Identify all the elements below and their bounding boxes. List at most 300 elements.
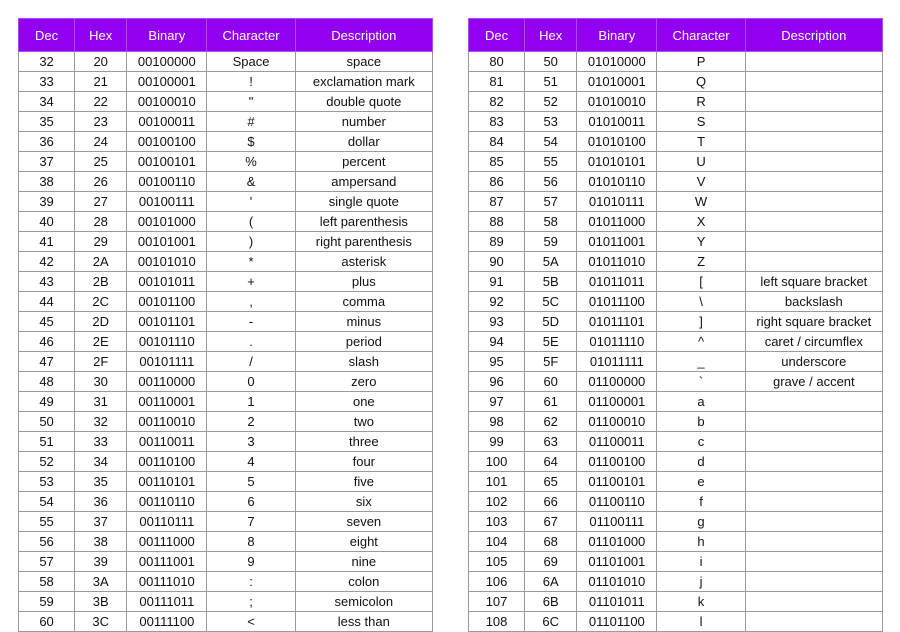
cell-character: U — [657, 152, 745, 172]
cell-dec: 59 — [19, 592, 75, 612]
cell-description — [745, 392, 882, 412]
cell-binary: 00111011 — [127, 592, 207, 612]
cell-description — [745, 212, 882, 232]
cell-hex: 2F — [75, 352, 127, 372]
cell-dec: 89 — [469, 232, 525, 252]
cell-hex: 57 — [525, 192, 577, 212]
cell-binary: 00111000 — [127, 532, 207, 552]
cell-character: \ — [657, 292, 745, 312]
cell-hex: 31 — [75, 392, 127, 412]
cell-character: 9 — [207, 552, 295, 572]
cell-character: W — [657, 192, 745, 212]
cell-description: single quote — [295, 192, 432, 212]
cell-dec: 41 — [19, 232, 75, 252]
cell-description: nine — [295, 552, 432, 572]
cell-hex: 25 — [75, 152, 127, 172]
cell-character: ; — [207, 592, 295, 612]
cell-binary: 01101010 — [577, 572, 657, 592]
table-row — [19, 172, 433, 192]
table-row — [19, 192, 433, 212]
cell-character: Q — [657, 72, 745, 92]
cell-dec: 37 — [19, 152, 75, 172]
cell-hex: 5C — [525, 292, 577, 312]
cell-description: period — [295, 332, 432, 352]
cell-dec: 45 — [19, 312, 75, 332]
cell-hex: 63 — [525, 432, 577, 452]
cell-binary: 01011011 — [577, 272, 657, 292]
cell-character: h — [657, 532, 745, 552]
cell-character: ] — [657, 312, 745, 332]
cell-binary: 01010011 — [577, 112, 657, 132]
table-row — [469, 352, 883, 372]
cell-binary: 01010111 — [577, 192, 657, 212]
cell-hex: 60 — [525, 372, 577, 392]
table-row — [19, 132, 433, 152]
table-row — [469, 112, 883, 132]
cell-character: ( — [207, 212, 295, 232]
cell-description — [745, 612, 882, 632]
header-description: Description — [745, 19, 882, 52]
cell-dec: 98 — [469, 412, 525, 432]
cell-description: asterisk — [295, 252, 432, 272]
header-character: Character — [657, 19, 745, 52]
cell-hex: 3B — [75, 592, 127, 612]
cell-binary: 00110001 — [127, 392, 207, 412]
cell-description: eight — [295, 532, 432, 552]
cell-description: exclamation mark — [295, 72, 432, 92]
cell-description — [745, 452, 882, 472]
cell-description: six — [295, 492, 432, 512]
cell-hex: 30 — [75, 372, 127, 392]
table-row — [469, 472, 883, 492]
cell-dec: 80 — [469, 52, 525, 72]
cell-binary: 01100011 — [577, 432, 657, 452]
table-row — [19, 252, 433, 272]
cell-description: caret / circumflex — [745, 332, 882, 352]
cell-description — [745, 112, 882, 132]
cell-binary: 00110000 — [127, 372, 207, 392]
header-row — [19, 19, 433, 52]
table-row — [19, 492, 433, 512]
cell-description — [745, 572, 882, 592]
cell-description: minus — [295, 312, 432, 332]
cell-description: four — [295, 452, 432, 472]
cell-dec: 95 — [469, 352, 525, 372]
cell-character: l — [657, 612, 745, 632]
cell-description — [745, 432, 882, 452]
cell-character: 3 — [207, 432, 295, 452]
cell-character: & — [207, 172, 295, 192]
cell-character: Y — [657, 232, 745, 252]
cell-hex: 55 — [525, 152, 577, 172]
cell-hex: 53 — [525, 112, 577, 132]
cell-description — [745, 532, 882, 552]
cell-dec: 104 — [469, 532, 525, 552]
cell-description — [745, 192, 882, 212]
cell-hex: 51 — [525, 72, 577, 92]
cell-dec: 90 — [469, 252, 525, 272]
cell-dec: 47 — [19, 352, 75, 372]
cell-binary: 00100011 — [127, 112, 207, 132]
cell-dec: 86 — [469, 172, 525, 192]
cell-description: number — [295, 112, 432, 132]
cell-dec: 91 — [469, 272, 525, 292]
cell-character: Space — [207, 52, 295, 72]
cell-dec: 44 — [19, 292, 75, 312]
table-row — [469, 392, 883, 412]
header-binary: Binary — [127, 19, 207, 52]
cell-character: 5 — [207, 472, 295, 492]
cell-dec: 85 — [469, 152, 525, 172]
cell-binary: 01100110 — [577, 492, 657, 512]
table-row — [469, 212, 883, 232]
cell-dec: 50 — [19, 412, 75, 432]
cell-character: ' — [207, 192, 295, 212]
cell-character: Z — [657, 252, 745, 272]
cell-binary: 00101011 — [127, 272, 207, 292]
cell-hex: 6A — [525, 572, 577, 592]
cell-hex: 2A — [75, 252, 127, 272]
cell-binary: 00110011 — [127, 432, 207, 452]
table-row — [19, 552, 433, 572]
cell-hex: 2B — [75, 272, 127, 292]
table-row — [469, 532, 883, 552]
table-row — [469, 592, 883, 612]
table-row — [19, 312, 433, 332]
cell-description — [745, 472, 882, 492]
cell-binary: 01010000 — [577, 52, 657, 72]
cell-character: T — [657, 132, 745, 152]
header-description: Description — [295, 19, 432, 52]
cell-hex: 23 — [75, 112, 127, 132]
cell-dec: 82 — [469, 92, 525, 112]
cell-dec: 83 — [469, 112, 525, 132]
cell-binary: 00111100 — [127, 612, 207, 632]
table-row — [19, 512, 433, 532]
cell-hex: 3C — [75, 612, 127, 632]
cell-binary: 01101100 — [577, 612, 657, 632]
table-row — [19, 452, 433, 472]
cell-hex: 5F — [525, 352, 577, 372]
cell-binary: 01100001 — [577, 392, 657, 412]
cell-binary: 01010100 — [577, 132, 657, 152]
ascii-table-left — [18, 18, 433, 632]
cell-binary: 01010010 — [577, 92, 657, 112]
cell-character: P — [657, 52, 745, 72]
cell-dec: 84 — [469, 132, 525, 152]
cell-dec: 108 — [469, 612, 525, 632]
cell-character: a — [657, 392, 745, 412]
cell-hex: 6C — [525, 612, 577, 632]
table-row — [19, 612, 433, 632]
cell-binary: 01100000 — [577, 372, 657, 392]
cell-hex: 5D — [525, 312, 577, 332]
cell-hex: 56 — [525, 172, 577, 192]
cell-dec: 93 — [469, 312, 525, 332]
cell-binary: 01010001 — [577, 72, 657, 92]
cell-character: " — [207, 92, 295, 112]
cell-character: / — [207, 352, 295, 372]
cell-binary: 00101001 — [127, 232, 207, 252]
cell-hex: 68 — [525, 532, 577, 552]
cell-dec: 102 — [469, 492, 525, 512]
table-row — [469, 572, 883, 592]
table-row — [19, 292, 433, 312]
cell-description: space — [295, 52, 432, 72]
cell-description: backslash — [745, 292, 882, 312]
cell-dec: 103 — [469, 512, 525, 532]
cell-description — [745, 52, 882, 72]
cell-binary: 01101011 — [577, 592, 657, 612]
cell-dec: 34 — [19, 92, 75, 112]
cell-hex: 54 — [525, 132, 577, 152]
cell-hex: 21 — [75, 72, 127, 92]
cell-character: ) — [207, 232, 295, 252]
cell-binary: 00110111 — [127, 512, 207, 532]
cell-hex: 3A — [75, 572, 127, 592]
table-row — [469, 172, 883, 192]
table-row — [19, 352, 433, 372]
cell-character: b — [657, 412, 745, 432]
cell-hex: 65 — [525, 472, 577, 492]
table-row — [19, 72, 433, 92]
cell-character: 2 — [207, 412, 295, 432]
cell-hex: 5A — [525, 252, 577, 272]
cell-hex: 22 — [75, 92, 127, 112]
cell-binary: 00101010 — [127, 252, 207, 272]
cell-binary: 00111001 — [127, 552, 207, 572]
cell-character: V — [657, 172, 745, 192]
cell-binary: 00110100 — [127, 452, 207, 472]
table-row — [19, 392, 433, 412]
cell-character: , — [207, 292, 295, 312]
table-row — [19, 52, 433, 72]
cell-character: + — [207, 272, 295, 292]
cell-hex: 6B — [525, 592, 577, 612]
cell-binary: 00110110 — [127, 492, 207, 512]
cell-binary: 00101110 — [127, 332, 207, 352]
cell-binary: 01100010 — [577, 412, 657, 432]
cell-description — [745, 412, 882, 432]
cell-description: right parenthesis — [295, 232, 432, 252]
cell-binary: 00101111 — [127, 352, 207, 372]
cell-description: seven — [295, 512, 432, 532]
table-row — [19, 112, 433, 132]
cell-binary: 01011111 — [577, 352, 657, 372]
table-row — [19, 432, 433, 452]
cell-description: slash — [295, 352, 432, 372]
cell-dec: 38 — [19, 172, 75, 192]
table-row — [19, 272, 433, 292]
cell-character: * — [207, 252, 295, 272]
cell-character: _ — [657, 352, 745, 372]
cell-hex: 2E — [75, 332, 127, 352]
cell-binary: 01011001 — [577, 232, 657, 252]
cell-dec: 106 — [469, 572, 525, 592]
cell-character: k — [657, 592, 745, 612]
cell-binary: 01011100 — [577, 292, 657, 312]
cell-binary: 00100100 — [127, 132, 207, 152]
cell-dec: 55 — [19, 512, 75, 532]
cell-description: ampersand — [295, 172, 432, 192]
table-row — [469, 132, 883, 152]
cell-hex: 24 — [75, 132, 127, 152]
cell-description: percent — [295, 152, 432, 172]
header-hex: Hex — [75, 19, 127, 52]
table-row — [469, 552, 883, 572]
header-character: Character — [207, 19, 295, 52]
cell-binary: 01100100 — [577, 452, 657, 472]
cell-character: [ — [657, 272, 745, 292]
cell-hex: 59 — [525, 232, 577, 252]
cell-binary: 00110010 — [127, 412, 207, 432]
cell-hex: 38 — [75, 532, 127, 552]
cell-binary: 00100001 — [127, 72, 207, 92]
cell-dec: 107 — [469, 592, 525, 612]
cell-binary: 01010101 — [577, 152, 657, 172]
cell-hex: 67 — [525, 512, 577, 532]
cell-hex: 66 — [525, 492, 577, 512]
cell-description — [745, 512, 882, 532]
table-row — [469, 72, 883, 92]
cell-hex: 2D — [75, 312, 127, 332]
cell-binary: 00101000 — [127, 212, 207, 232]
cell-dec: 99 — [469, 432, 525, 452]
cell-binary: 00100101 — [127, 152, 207, 172]
table-row — [469, 492, 883, 512]
table-row — [469, 332, 883, 352]
cell-hex: 2C — [75, 292, 127, 312]
cell-binary: 01101000 — [577, 532, 657, 552]
cell-description — [745, 592, 882, 612]
cell-dec: 87 — [469, 192, 525, 212]
table-row — [19, 332, 433, 352]
cell-character: : — [207, 572, 295, 592]
cell-character: ^ — [657, 332, 745, 352]
table-row — [19, 412, 433, 432]
cell-hex: 39 — [75, 552, 127, 572]
table-row — [469, 432, 883, 452]
cell-description: zero — [295, 372, 432, 392]
cell-character: 4 — [207, 452, 295, 472]
cell-dec: 51 — [19, 432, 75, 452]
table-row — [19, 472, 433, 492]
cell-dec: 46 — [19, 332, 75, 352]
cell-dec: 39 — [19, 192, 75, 212]
cell-character: < — [207, 612, 295, 632]
table-row — [19, 572, 433, 592]
table-row — [469, 272, 883, 292]
table-row — [469, 192, 883, 212]
cell-description — [745, 132, 882, 152]
table-row — [19, 152, 433, 172]
cell-description: comma — [295, 292, 432, 312]
cell-binary: 00100111 — [127, 192, 207, 212]
cell-dec: 53 — [19, 472, 75, 492]
cell-character: 6 — [207, 492, 295, 512]
cell-character: j — [657, 572, 745, 592]
cell-character: 1 — [207, 392, 295, 412]
cell-character: 8 — [207, 532, 295, 552]
cell-binary: 00111010 — [127, 572, 207, 592]
cell-character: ` — [657, 372, 745, 392]
header-row — [469, 19, 883, 52]
table-row — [469, 252, 883, 272]
cell-binary: 01101001 — [577, 552, 657, 572]
cell-character: e — [657, 472, 745, 492]
cell-description: underscore — [745, 352, 882, 372]
table-row — [469, 372, 883, 392]
cell-description: grave / accent — [745, 372, 882, 392]
cell-dec: 43 — [19, 272, 75, 292]
cell-dec: 96 — [469, 372, 525, 392]
cell-dec: 35 — [19, 112, 75, 132]
cell-hex: 27 — [75, 192, 127, 212]
table-row — [19, 212, 433, 232]
cell-character: 7 — [207, 512, 295, 532]
cell-binary: 01011110 — [577, 332, 657, 352]
cell-binary: 01011101 — [577, 312, 657, 332]
cell-dec: 92 — [469, 292, 525, 312]
cell-description: colon — [295, 572, 432, 592]
cell-binary: 00100000 — [127, 52, 207, 72]
cell-character: 0 — [207, 372, 295, 392]
table-row — [469, 92, 883, 112]
cell-character: d — [657, 452, 745, 472]
cell-hex: 64 — [525, 452, 577, 472]
cell-character: R — [657, 92, 745, 112]
cell-description: left square bracket — [745, 272, 882, 292]
cell-hex: 50 — [525, 52, 577, 72]
cell-description: three — [295, 432, 432, 452]
cell-dec: 56 — [19, 532, 75, 552]
cell-character: . — [207, 332, 295, 352]
cell-hex: 28 — [75, 212, 127, 232]
table-row — [469, 52, 883, 72]
table-row — [19, 532, 433, 552]
cell-hex: 5E — [525, 332, 577, 352]
cell-character: i — [657, 552, 745, 572]
cell-dec: 100 — [469, 452, 525, 472]
cell-hex: 58 — [525, 212, 577, 232]
table-row — [19, 232, 433, 252]
cell-description: one — [295, 392, 432, 412]
table-row — [469, 232, 883, 252]
cell-hex: 36 — [75, 492, 127, 512]
cell-character: c — [657, 432, 745, 452]
table-row — [19, 592, 433, 612]
cell-character: # — [207, 112, 295, 132]
cell-hex: 32 — [75, 412, 127, 432]
cell-description: plus — [295, 272, 432, 292]
cell-description: less than — [295, 612, 432, 632]
table-row — [469, 612, 883, 632]
cell-binary: 01011010 — [577, 252, 657, 272]
cell-binary: 01010110 — [577, 172, 657, 192]
table-row — [469, 152, 883, 172]
cell-hex: 29 — [75, 232, 127, 252]
cell-description: double quote — [295, 92, 432, 112]
cell-dec: 94 — [469, 332, 525, 352]
cell-dec: 48 — [19, 372, 75, 392]
cell-character: ! — [207, 72, 295, 92]
cell-description — [745, 92, 882, 112]
cell-dec: 32 — [19, 52, 75, 72]
cell-dec: 36 — [19, 132, 75, 152]
cell-dec: 42 — [19, 252, 75, 272]
cell-hex: 52 — [525, 92, 577, 112]
cell-description: dollar — [295, 132, 432, 152]
